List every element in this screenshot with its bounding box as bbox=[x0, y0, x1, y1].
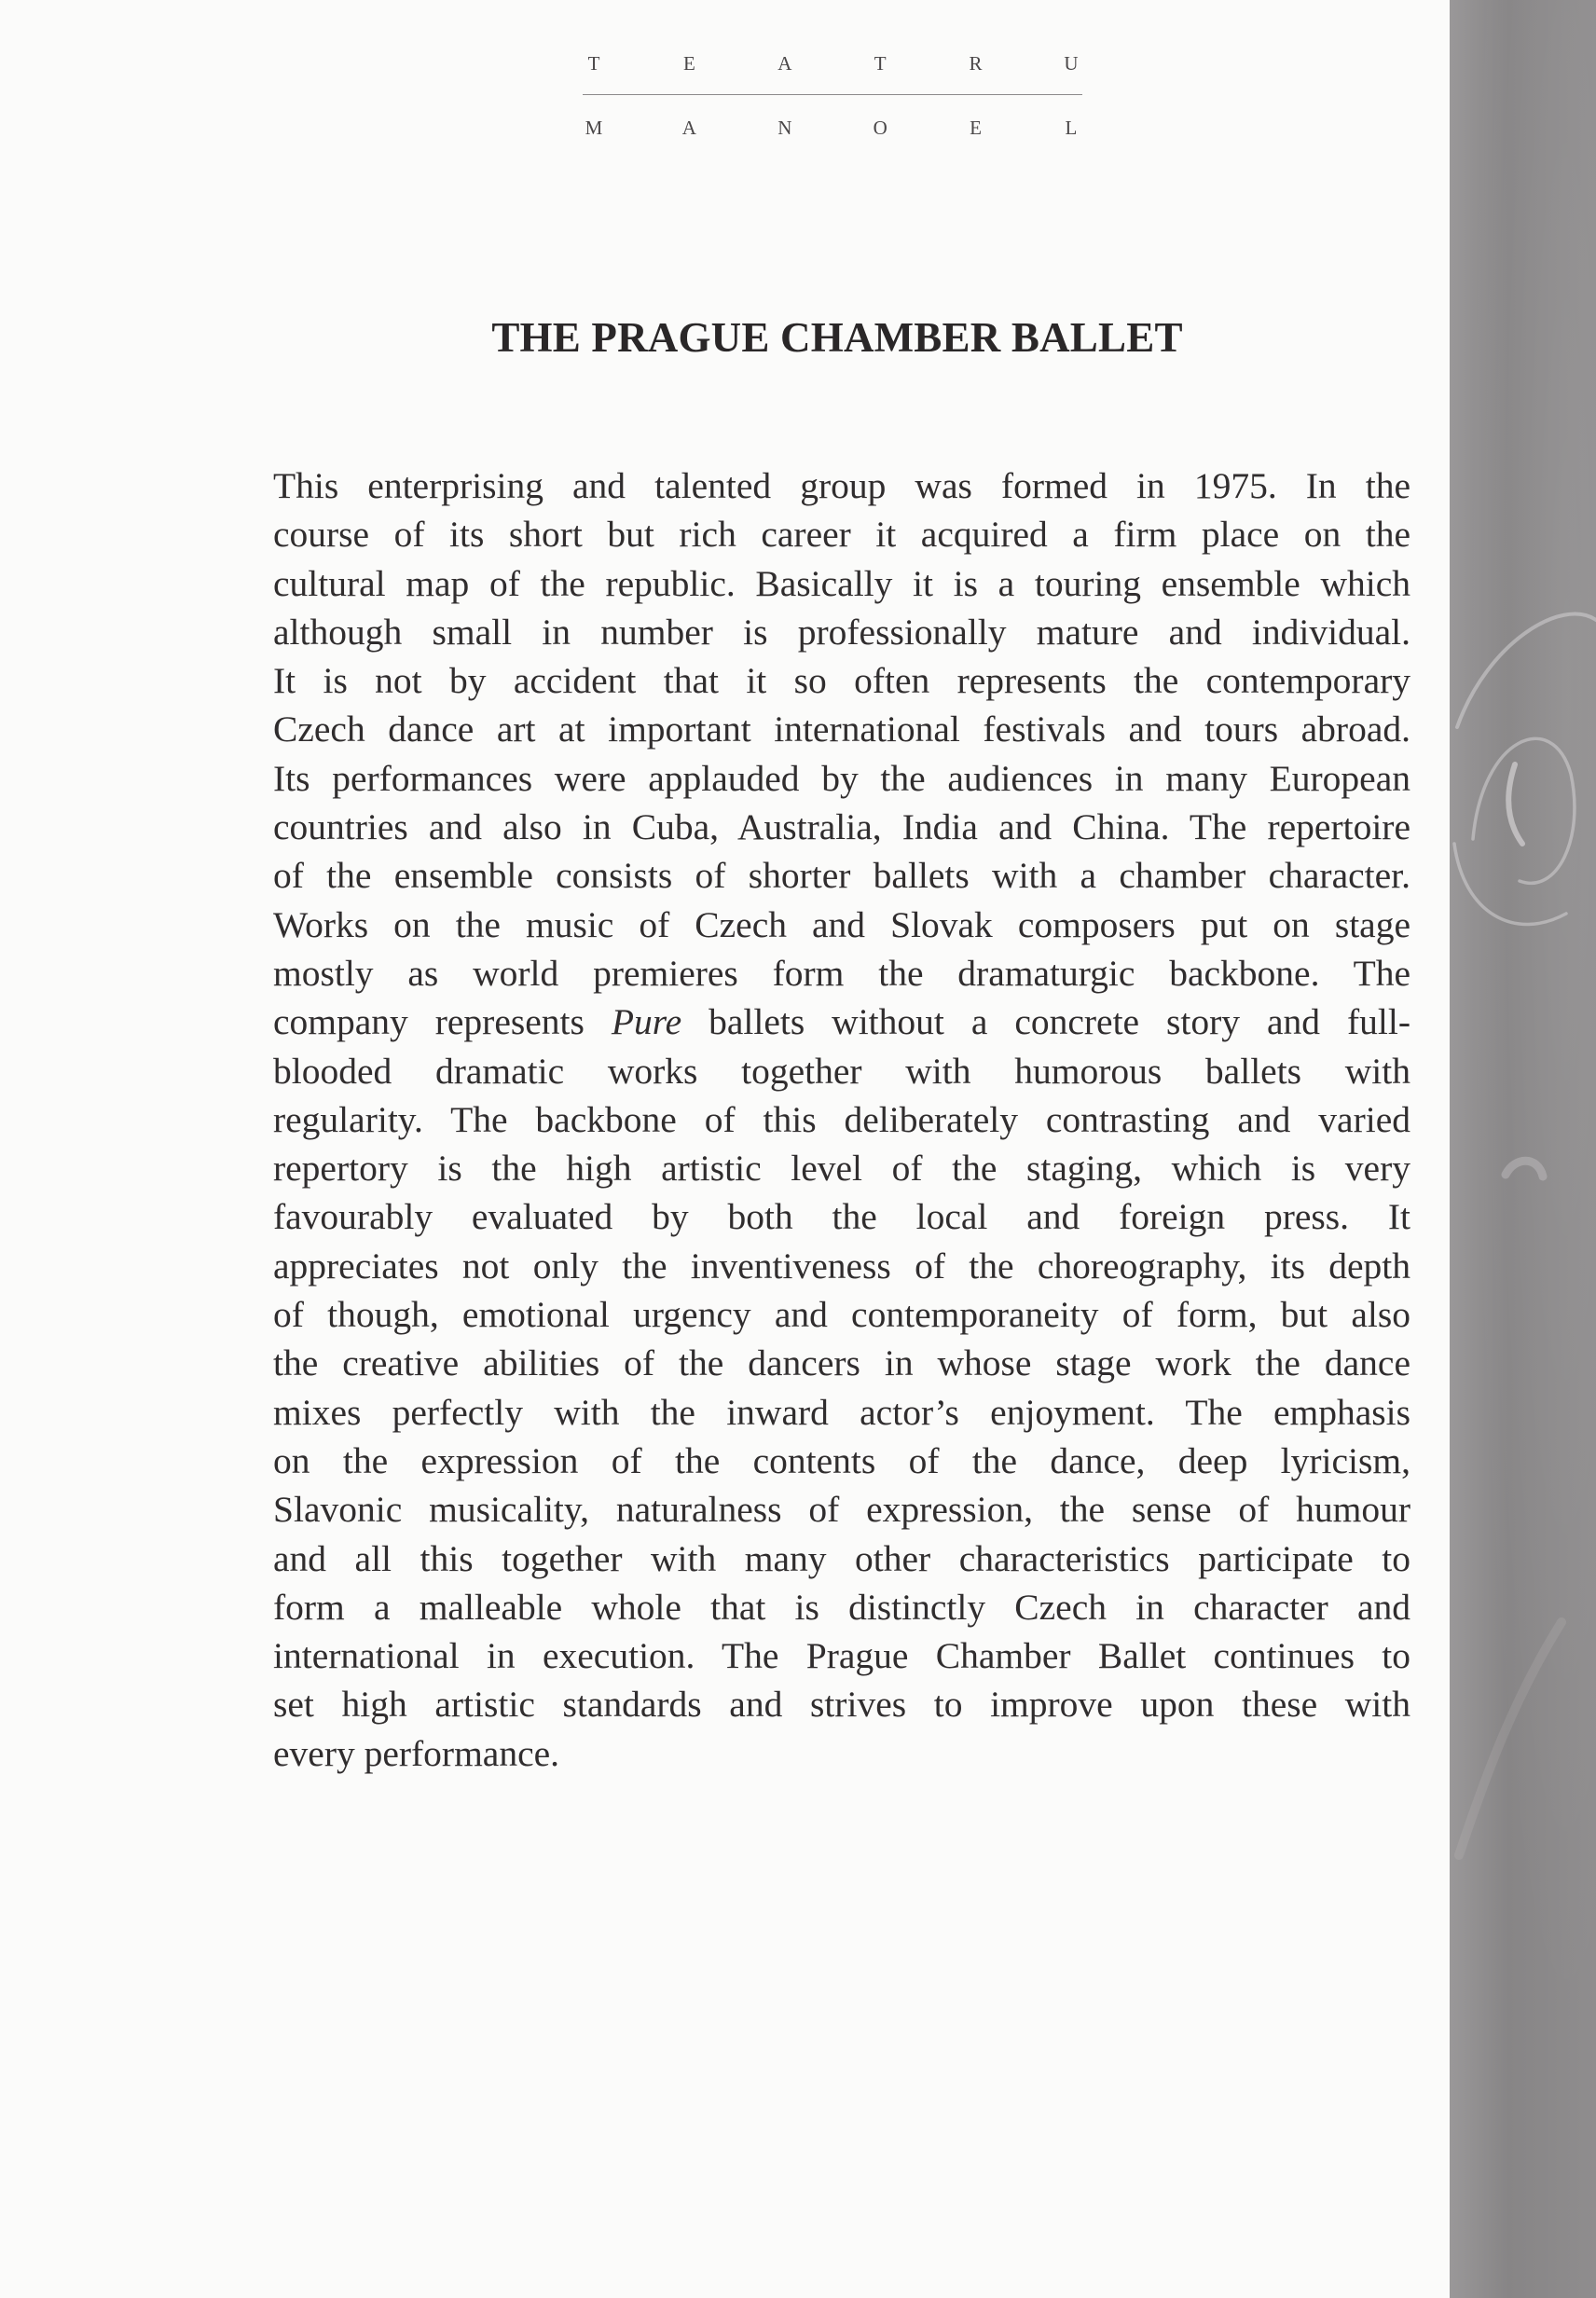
masthead-letter: A bbox=[681, 117, 696, 139]
masthead-letter: T bbox=[874, 52, 887, 75]
body-line: Czech dance art at important international festivals and tours abroad. bbox=[273, 709, 1410, 750]
body-line: and all this together with many other characteristics participate to bbox=[273, 1537, 1410, 1579]
body-line: repertory is the high artistic level of the staging, which is very bbox=[273, 1148, 1410, 1190]
masthead-letter: E bbox=[682, 52, 695, 75]
masthead-letter: A bbox=[777, 52, 792, 75]
body-line: of though, emotional urgency and contemporaneity of form, but also bbox=[273, 1294, 1410, 1336]
article-body bbox=[273, 461, 1410, 1778]
masthead-letter: R bbox=[969, 52, 983, 75]
body-line: This enterprising and talented group was formed in 1975. In the bbox=[273, 465, 1410, 506]
masthead bbox=[583, 52, 1082, 140]
body-line-with-italic bbox=[273, 998, 1410, 1046]
spiral-pattern-icon bbox=[1450, 0, 1596, 2298]
body-line: mostly as world premieres form the dramaturgic backbone. The bbox=[273, 952, 1410, 994]
masthead-teatru bbox=[583, 52, 1082, 76]
decorative-side-strip bbox=[1450, 0, 1596, 2298]
masthead-divider bbox=[583, 94, 1082, 95]
body-line: appreciates not only the inventiveness of the choreography, its depth bbox=[273, 1245, 1410, 1287]
body-line: form a malleable whole that is distinctly Czech in character and bbox=[273, 1586, 1410, 1628]
body-line: every performance. bbox=[273, 1732, 560, 1774]
body-line: It is not by accident that it so often represents the contemporary bbox=[273, 660, 1410, 702]
body-text-segment: ballets without a concrete story and full- bbox=[681, 1001, 1410, 1043]
masthead-letter: N bbox=[777, 117, 792, 139]
body-line: mixes perfectly with the inward actor’s enjoyment. The emphasis bbox=[273, 1391, 1410, 1433]
masthead-letter: M bbox=[585, 117, 603, 139]
body-line: Works on the music of Czech and Slovak composers put on stage bbox=[273, 903, 1410, 945]
body-line: Its performances were applauded by the audiences in many European bbox=[273, 757, 1410, 799]
body-line: regularity. The backbone of this deliberately contrasting and varied bbox=[273, 1098, 1410, 1140]
body-line: countries and also in Cuba, Australia, India and China. The repertoire bbox=[273, 806, 1410, 848]
body-text-segment: company represents bbox=[273, 1001, 612, 1043]
masthead-letter: T bbox=[587, 52, 600, 75]
body-line: the creative abilities of the dancers in whose stage work the dance bbox=[273, 1342, 1410, 1384]
body-line: Slavonic musicality, naturalness of expression, the sense of humour bbox=[273, 1489, 1410, 1531]
italic-word: Pure bbox=[611, 1001, 682, 1043]
masthead-manoel bbox=[583, 117, 1082, 140]
body-line: blooded dramatic works together with humorous ballets with bbox=[273, 1050, 1410, 1092]
body-line: although small in number is professionally mature and individual. bbox=[273, 611, 1410, 653]
masthead-letter: L bbox=[1065, 117, 1078, 139]
body-line: course of its short but rich career it acquired a firm place on the bbox=[273, 514, 1410, 556]
body-line: of the ensemble consists of shorter ballets with a chamber character. bbox=[273, 855, 1410, 897]
masthead-letter: U bbox=[1064, 52, 1079, 75]
body-line: set high artistic standards and strives to improve upon these with bbox=[273, 1684, 1410, 1726]
body-line: cultural map of the republic. Basically it is a touring ensemble which bbox=[273, 562, 1410, 604]
masthead-letter: E bbox=[970, 117, 982, 139]
masthead-letter: O bbox=[873, 117, 887, 139]
body-line: favourably evaluated by both the local and foreign press. It bbox=[273, 1196, 1410, 1238]
article-title bbox=[0, 313, 1596, 362]
article-title-text: THE PRAGUE CHAMBER BALLET bbox=[491, 314, 1183, 361]
body-line: on the expression of the contents of the dance, deep lyricism, bbox=[273, 1439, 1410, 1481]
body-line: international in execution. The Prague Chamber Ballet continues to bbox=[273, 1635, 1410, 1677]
